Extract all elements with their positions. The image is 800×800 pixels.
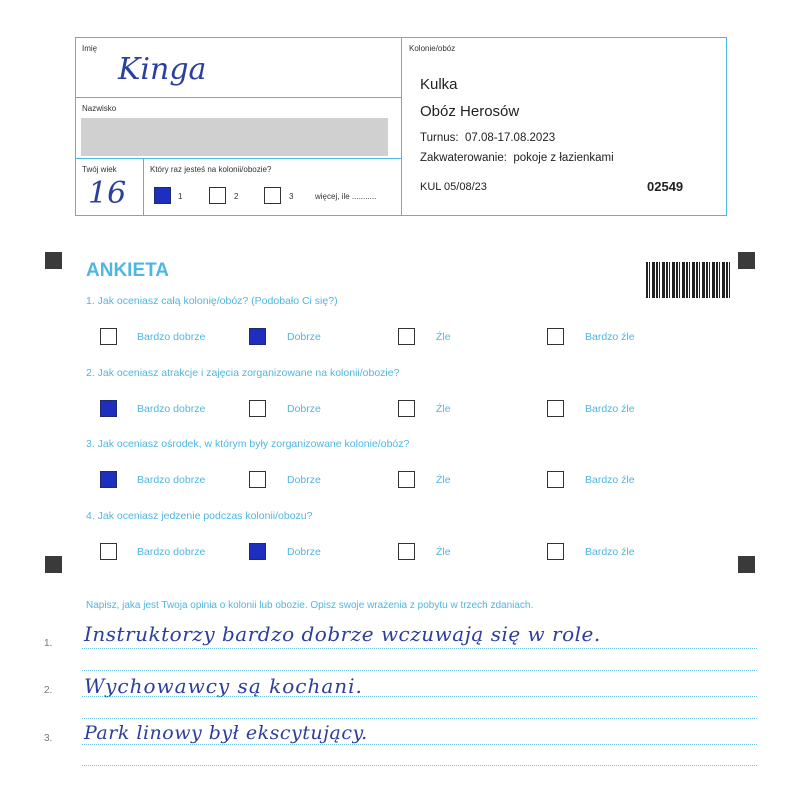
wiecej-label: więcej, ile ........... — [315, 192, 377, 201]
question-2-option-label: Dobrze — [287, 403, 321, 415]
header-divider — [143, 158, 144, 216]
question-4-checkbox-dobrze[interactable] — [249, 543, 266, 560]
question-1-checkbox-dobrze[interactable] — [249, 328, 266, 345]
barcode — [646, 262, 730, 298]
registration-mark-bottom-left — [45, 556, 62, 573]
registration-mark-top-right — [738, 252, 755, 269]
visit-count-label-1: 1 — [178, 192, 183, 201]
opinion-line — [82, 670, 757, 671]
question-4-checkbox-bardzo-dobrze[interactable] — [100, 543, 117, 560]
question-4-checkbox-bardzo-zle[interactable] — [547, 543, 564, 560]
question-4-option-label: Bardzo źle — [585, 546, 635, 558]
visit-count-label-2: 2 — [234, 192, 239, 201]
camp-code: KUL 05/08/23 — [420, 181, 487, 193]
camp-name: Kulka — [420, 76, 458, 93]
question-3-option-label: Bardzo źle — [585, 474, 635, 486]
question-2-checkbox-dobrze[interactable] — [249, 400, 266, 417]
visit-count-checkbox-3[interactable] — [264, 187, 281, 204]
question-2-checkbox-bardzo-zle[interactable] — [547, 400, 564, 417]
question-1-option-label: Dobrze — [287, 331, 321, 343]
question-1-text: 1. Jak oceniasz całą kolonię/obóz? (Podobało Ci się?) — [86, 295, 338, 307]
question-2-text: 2. Jak oceniasz atrakcje i zajęcia zorganizowane na kolonii/obozie? — [86, 367, 400, 379]
wiek-value[interactable]: 16 — [88, 176, 127, 211]
imie-value[interactable]: Kinga — [118, 52, 207, 87]
imie-label: Imię — [82, 44, 98, 53]
wiek-label: Twój wiek — [82, 165, 117, 174]
question-1-checkbox-bardzo-dobrze[interactable] — [100, 328, 117, 345]
camp-subtitle: Obóz Herosów — [420, 103, 520, 120]
question-1-option-label: Bardzo dobrze — [137, 331, 206, 343]
visit-count-label-3: 3 — [289, 192, 294, 201]
question-2-checkbox-bardzo-dobrze[interactable] — [100, 400, 117, 417]
zakwaterowanie-label: Zakwaterowanie: — [420, 152, 507, 164]
header-divider — [75, 97, 402, 98]
opinion-line-number-3: 3. — [44, 733, 53, 744]
question-2-option-label: Źle — [436, 403, 451, 415]
zakwaterowanie-row — [420, 152, 614, 164]
opinion-line — [82, 648, 757, 649]
survey-title: ANKIETA — [86, 260, 170, 281]
turnus-label: Turnus: — [420, 132, 459, 144]
question-3-option-label: Źle — [436, 474, 451, 486]
visit-count-checkbox-1[interactable] — [154, 187, 171, 204]
question-3-option-label: Bardzo dobrze — [137, 474, 206, 486]
question-1-checkbox-bardzo-zle[interactable] — [547, 328, 564, 345]
question-2-option-label: Bardzo źle — [585, 403, 635, 415]
opinion-line — [82, 765, 757, 766]
question-4-option-label: Bardzo dobrze — [137, 546, 206, 558]
header-divider — [75, 158, 402, 159]
question-4-checkbox-zle[interactable] — [398, 543, 415, 560]
question-3-checkbox-bardzo-dobrze[interactable] — [100, 471, 117, 488]
question-2-option-label: Bardzo dobrze — [137, 403, 206, 415]
turnus-value: 07.08-17.08.2023 — [464, 132, 556, 144]
question-3-option-label: Dobrze — [287, 474, 321, 486]
ktory-raz-label: Który raz jesteś na kolonii/obozie? — [150, 165, 272, 174]
registration-mark-top-left — [45, 252, 62, 269]
opinion-text-3[interactable]: Park linowy był ekscytujący. — [84, 722, 368, 744]
opinion-text-1[interactable]: Instruktorzy bardzo dobrze wczuwają się w role. — [84, 622, 601, 646]
nazwisko-label: Nazwisko — [82, 104, 117, 113]
zakwaterowanie-value: pokoje z łazienkami — [513, 152, 614, 164]
question-4-option-label: Źle — [436, 546, 451, 558]
opinion-line-number-1: 1. — [44, 638, 53, 649]
question-3-checkbox-bardzo-zle[interactable] — [547, 471, 564, 488]
registration-mark-bottom-right — [738, 556, 755, 573]
opinion-line — [82, 696, 757, 697]
turnus-row — [420, 132, 555, 144]
opinion-line-number-2: 2. — [44, 685, 53, 696]
opinion-line — [82, 744, 757, 745]
visit-count-checkbox-2[interactable] — [209, 187, 226, 204]
question-1-option-label: Źle — [436, 331, 451, 343]
question-3-checkbox-zle[interactable] — [398, 471, 415, 488]
form-number: 02549 — [647, 179, 684, 194]
question-2-checkbox-zle[interactable] — [398, 400, 415, 417]
question-1-checkbox-zle[interactable] — [398, 328, 415, 345]
question-4-option-label: Dobrze — [287, 546, 321, 558]
opinion-prompt: Napisz, jaka jest Twoja opinia o kolonii lub obozie. Opisz swoje wrażenia z pobytu w trzech zdaniach. — [86, 600, 534, 611]
redacted-surname — [81, 118, 388, 156]
question-3-checkbox-dobrze[interactable] — [249, 471, 266, 488]
question-3-text: 3. Jak oceniasz ośrodek, w którym były zorganizowane kolonie/obóz? — [86, 438, 410, 450]
question-1-option-label: Bardzo źle — [585, 331, 635, 343]
opinion-line — [82, 718, 757, 719]
header-divider — [401, 37, 402, 216]
opinion-text-2[interactable]: Wychowawcy są kochani. — [84, 674, 363, 698]
kolonie-label: Kolonie/obóz — [409, 44, 456, 53]
question-4-text: 4. Jak oceniasz jedzenie podczas kolonii/obozu? — [86, 510, 313, 522]
